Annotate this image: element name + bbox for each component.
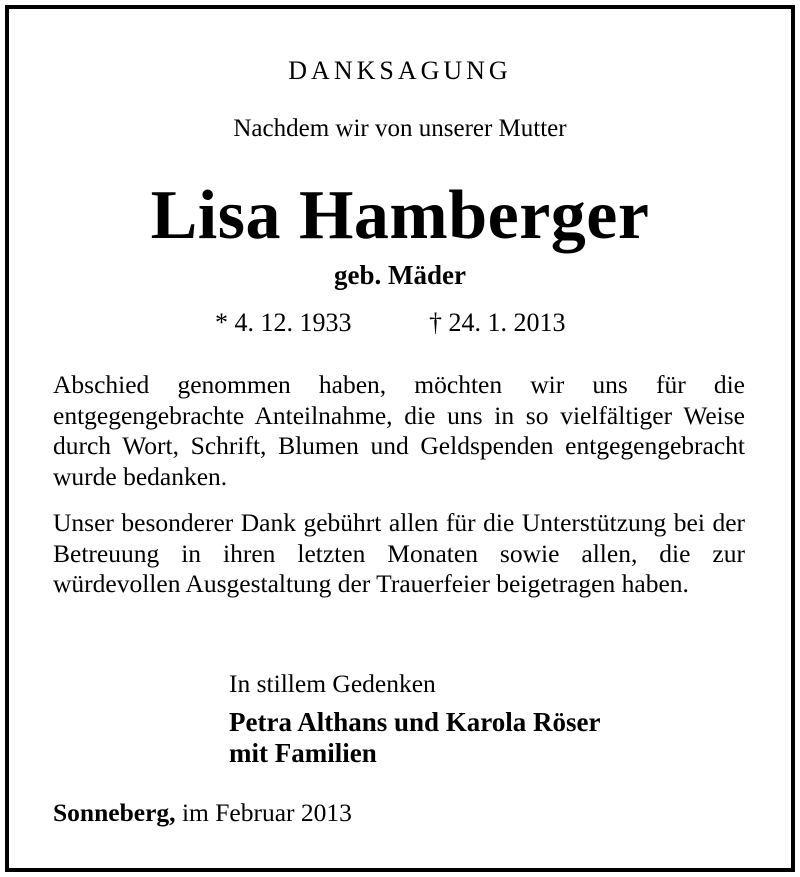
special-thanks-paragraph: Unser besonderer Dank gebührt allen für die Unterstützung bei der Betreuung in ihren letzten Monaten sowie allen, die zur würdevollen Ausgestaltung der Trauerfeier beigetragen haben. [53, 508, 745, 598]
place-and-date [53, 798, 352, 828]
death-date: † 24. 1. 2013 [429, 308, 566, 337]
thanks-paragraph: Abschied genommen haben, möchten wir uns für die entgegengebrachte Anteilnahme, die uns in so vielfältiger Weise durch Wort, Schrift, Blumen und Geldspenden entgegengebracht wurde bedanken. [53, 370, 745, 491]
signers [229, 707, 601, 769]
signers-family: mit Familien [229, 738, 377, 768]
place-name: Sonneberg, [53, 798, 176, 827]
notice-heading: DANKSAGUNG [288, 56, 512, 85]
signers-names: Petra Althans und Karola Röser [229, 707, 601, 737]
maiden-name: geb. Mäder [334, 260, 466, 290]
deceased-name: Lisa Hamberger [150, 177, 650, 254]
birth-date: * 4. 12. 1933 [215, 308, 352, 337]
intro-text: Nachdem wir von unserer Mutter [233, 115, 567, 142]
publication-date: im Februar 2013 [181, 798, 352, 827]
closing-phrase: In stillem Gedenken [229, 669, 436, 698]
